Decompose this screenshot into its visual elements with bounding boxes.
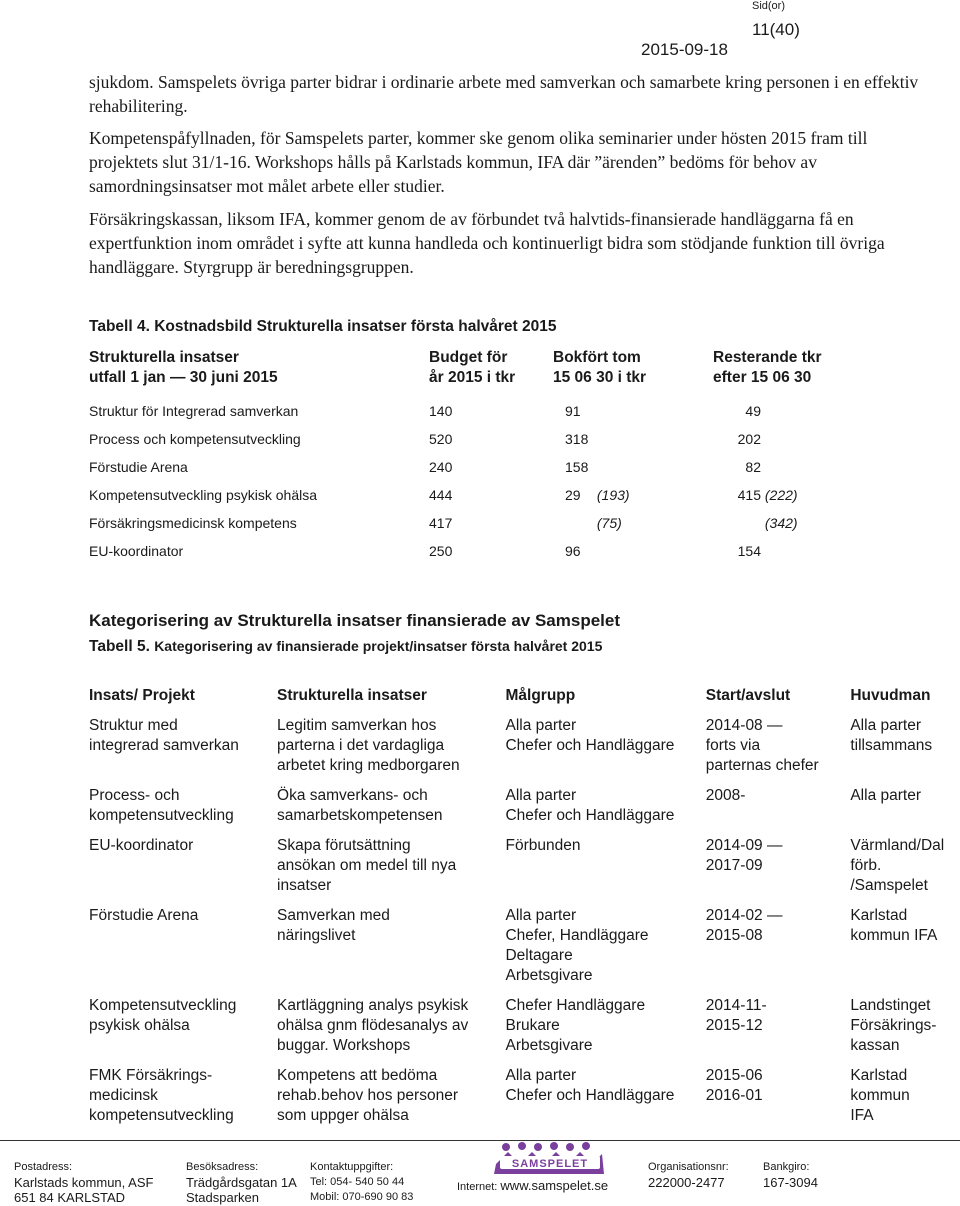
- table-header-row: [89, 686, 960, 716]
- row-rest-paren: (222): [764, 487, 798, 503]
- cell-line: Chefer och Handläggare: [505, 807, 675, 824]
- cell-line: Kompetensutveckling: [89, 997, 237, 1014]
- row-booked-paren: (75): [596, 515, 622, 531]
- cell-line: samarbetskompetensen: [277, 807, 443, 824]
- header-line: Strukturella insatser: [89, 349, 239, 366]
- row-rest-paren: (342): [764, 515, 798, 531]
- cell-line: Förstudie Arena: [89, 907, 199, 924]
- footer-bank: [763, 1160, 818, 1190]
- cell-line: Öka samverkans- och: [277, 787, 428, 804]
- cell-line: psykisk ohälsa: [89, 1017, 190, 1034]
- cell-target-group: [505, 1066, 705, 1136]
- cell-line: EU-koordinator: [89, 837, 194, 854]
- cell-line: integrerad samverkan: [89, 737, 239, 754]
- cell-start-end: [706, 836, 851, 906]
- cell-line: kommun IFA: [850, 927, 938, 944]
- header-line: Budget för: [429, 349, 508, 366]
- visit-line: Trädgårdsgatan 1A: [186, 1175, 297, 1190]
- cell-budget: [429, 458, 553, 486]
- cell-line: Alla parter: [505, 1067, 577, 1084]
- cell-line: Alla parter: [505, 907, 577, 924]
- table-row: [89, 458, 885, 486]
- contact-line: Tel: 054- 540 50 44: [310, 1176, 405, 1188]
- cell-line: Process- och: [89, 787, 180, 804]
- cell-line: ansökan om medel till nya: [277, 857, 457, 874]
- cell-project: [89, 906, 277, 996]
- cell-line: Legitim samverkan hos: [277, 717, 437, 734]
- row-booked: 158: [565, 459, 589, 475]
- cell-line: parternas chefer: [705, 757, 819, 774]
- org-label: Organisationsnr:: [648, 1161, 729, 1173]
- cell-name: [89, 430, 429, 458]
- cell-budget: [429, 402, 553, 430]
- header-cell: [89, 348, 429, 402]
- cell-line: Chefer och Handläggare: [505, 1087, 675, 1104]
- cell-budget: [429, 514, 553, 542]
- postal-line: 651 84 KARLSTAD: [14, 1190, 126, 1205]
- cell-booked: [553, 430, 713, 458]
- cell-line: ohälsa gnm flödesanalys av: [277, 1017, 469, 1034]
- cell-line: Arbetsgivare: [505, 1037, 593, 1054]
- document-date: 2015-09-18: [641, 40, 728, 59]
- footer-internet: [457, 1178, 608, 1195]
- cell-budget: [429, 542, 553, 570]
- cell-rest: [713, 430, 885, 458]
- row-rest: 154: [737, 543, 761, 559]
- row-name: Struktur för Integrerad samverkan: [89, 403, 299, 419]
- cell-principal: [850, 996, 960, 1066]
- cell-line: Kompetens att bedöma: [277, 1067, 438, 1084]
- cell-project: [89, 836, 277, 906]
- categorization-table: [89, 686, 960, 1136]
- footer-org: [648, 1160, 729, 1190]
- cell-structural: [277, 906, 505, 996]
- row-rest: 82: [745, 459, 761, 475]
- header-line: 15 06 30 i tkr: [553, 369, 647, 386]
- cell-structural: [277, 996, 505, 1066]
- header-line: utfall 1 jan — 30 juni 2015: [89, 369, 278, 386]
- cell-line: kompetensutveckling: [89, 1107, 234, 1124]
- cell-line: Chefer och Handläggare: [505, 737, 675, 754]
- row-booked: 91: [565, 403, 581, 419]
- cell-line: Värmland/Dal: [850, 837, 945, 854]
- table4-caption-text: Kostnadsbild Strukturella insatser första halvåret 2015: [154, 318, 557, 335]
- cell-line: Alla parter: [505, 787, 577, 804]
- cell-line: kompetensutveckling: [89, 807, 234, 824]
- row-name: Försäkringsmedicinsk kompetens: [89, 515, 297, 531]
- row-budget: 520: [429, 431, 453, 447]
- cell-line: 2015-06: [705, 1067, 763, 1084]
- row-booked: 29: [565, 487, 581, 503]
- row-rest: 202: [737, 431, 761, 447]
- row-rest: 49: [745, 403, 761, 419]
- cell-line: FMK Försäkrings-: [89, 1067, 213, 1084]
- cell-line: Brukare: [505, 1017, 560, 1034]
- contact-label: Kontaktuppgifter:: [310, 1161, 394, 1173]
- cell-target-group: [505, 836, 705, 906]
- table-row: [89, 1066, 960, 1136]
- row-budget: 240: [429, 459, 453, 475]
- table-row: [89, 430, 885, 458]
- cell-line: Karlstad: [850, 907, 908, 924]
- row-name: Kompetensutveckling psykisk ohälsa: [89, 487, 318, 503]
- cell-rest: [713, 514, 885, 542]
- cell-line: Arbetsgivare: [505, 967, 593, 984]
- cell-line: 2008-: [705, 787, 746, 804]
- table4-caption: [89, 318, 556, 336]
- cost-table: [89, 348, 885, 570]
- contact-line: Mobil: 070-690 90 83: [310, 1191, 414, 1203]
- table5-caption: [89, 638, 602, 656]
- cell-budget: [429, 486, 553, 514]
- table-row: [89, 514, 885, 542]
- cell-line: 2014-09 —: [705, 837, 783, 854]
- cell-line: Landstinget: [850, 997, 931, 1014]
- cell-line: kommun: [850, 1087, 910, 1104]
- cell-line: Chefer, Handläggare: [505, 927, 649, 944]
- paragraph-3: Försäkringskassan, liksom IFA, kommer genom de av förbundet två halvtids-finansierade handläggarna få en expertfunktion inom området i syfte att kunna handleda och kontinuerligt bidra som stödjande funktion till övriga handläggare. Styrgrupp är beredningsgruppen.: [89, 209, 885, 277]
- table-row: [89, 906, 960, 996]
- footer-visit: [186, 1160, 297, 1205]
- row-booked-paren: (193): [596, 487, 630, 503]
- cell-line: Struktur med: [89, 717, 178, 734]
- row-booked: 96: [565, 543, 581, 559]
- cell-start-end: [706, 906, 851, 996]
- cell-project: [89, 716, 277, 786]
- cell-project: [89, 1066, 277, 1136]
- cell-line: Samverkan med: [277, 907, 390, 924]
- cell-line: kassan: [850, 1037, 900, 1054]
- cell-line: 2014-08 —: [705, 717, 783, 734]
- row-name: Förstudie Arena: [89, 459, 188, 475]
- cell-line: Försäkrings-: [850, 1017, 937, 1034]
- header-cell: Målgrupp: [505, 687, 576, 704]
- cell-principal: [850, 716, 960, 786]
- row-budget: 417: [429, 515, 453, 531]
- table-header-row: [89, 348, 885, 402]
- cell-line: insatser: [277, 877, 332, 894]
- cell-line: 2015-12: [705, 1017, 763, 1034]
- cell-start-end: [706, 996, 851, 1066]
- cell-start-end: [706, 786, 851, 836]
- table-row: [89, 716, 960, 786]
- header-cell: [553, 348, 713, 402]
- bank-value: 167-3094: [763, 1175, 818, 1190]
- row-name: Process och kompetensutveckling: [89, 431, 301, 447]
- cell-target-group: [505, 906, 705, 996]
- header-line: år 2015 i tkr: [429, 369, 516, 386]
- cell-booked: [553, 402, 713, 430]
- cell-booked: [553, 486, 713, 514]
- cell-principal: [850, 1066, 960, 1136]
- section-heading: Kategorisering av Strukturella insatser finansierade av Samspelet: [89, 611, 620, 630]
- cell-name: [89, 486, 429, 514]
- cell-rest: [713, 486, 885, 514]
- samspelet-logo: [490, 1142, 610, 1180]
- cell-principal: [850, 906, 960, 996]
- cell-principal: [850, 836, 960, 906]
- header-line: efter 15 06 30: [713, 369, 812, 386]
- footer-contact: [310, 1160, 413, 1205]
- table5-caption-prefix: Tabell 5.: [89, 638, 150, 655]
- cell-line: IFA: [850, 1107, 874, 1124]
- cell-project: [89, 786, 277, 836]
- sid-label: Sid(or): [752, 0, 786, 12]
- cell-line: /Samspelet: [850, 877, 928, 894]
- cell-principal: [850, 786, 960, 836]
- cell-line: 2016-01: [705, 1087, 763, 1104]
- cell-line: Alla parter: [850, 787, 921, 804]
- cell-start-end: [706, 1066, 851, 1136]
- table-row: [89, 996, 960, 1066]
- table-row: [89, 402, 885, 430]
- cell-line: Förbunden: [505, 837, 581, 854]
- paragraph-2: Kompetenspåfyllnaden, för Samspelets parter, kommer ske genom olika seminarier under hösten 2015 fram till projektets slut 31/1-16. Workshops hålls på Karlstads kommun, IFA där ”ärenden” bedöms för behov av samordningsinsatser mot målet arbete eller studier.: [89, 128, 868, 196]
- cell-structural: [277, 786, 505, 836]
- logo-text: SAMSPELET: [511, 1158, 589, 1170]
- row-booked: 318: [565, 431, 589, 447]
- cell-booked: [553, 514, 713, 542]
- cell-line: 2017-09: [705, 857, 763, 874]
- cell-line: 2014-02 —: [705, 907, 783, 924]
- footer-postal: [14, 1160, 153, 1205]
- internet-label: Internet:: [457, 1181, 498, 1193]
- cell-structural: [277, 836, 505, 906]
- bank-label: Bankgiro:: [763, 1161, 810, 1173]
- page-number: 11(40): [752, 20, 800, 39]
- table4-caption-prefix: Tabell 4.: [89, 318, 150, 335]
- cell-line: Kartläggning analys psykisk: [277, 997, 469, 1014]
- cell-start-end: [706, 716, 851, 786]
- cell-line: Alla parter: [505, 717, 577, 734]
- cell-booked: [553, 542, 713, 570]
- cell-line: buggar. Workshops: [277, 1037, 411, 1054]
- cell-name: [89, 542, 429, 570]
- cell-booked: [553, 458, 713, 486]
- cell-line: medicinsk: [89, 1087, 158, 1104]
- table5-caption-text: Kategorisering av finansierade projekt/insatser första halvåret 2015: [154, 638, 603, 654]
- cell-name: [89, 402, 429, 430]
- cell-line: parterna i det vardagliga: [277, 737, 445, 754]
- table-row: [89, 542, 885, 570]
- visit-label: Besöksadress:: [186, 1161, 259, 1173]
- cell-budget: [429, 430, 553, 458]
- header-cell: Huvudman: [850, 687, 931, 704]
- cell-rest: [713, 542, 885, 570]
- header-cell: [713, 348, 885, 402]
- org-value: 222000-2477: [648, 1175, 725, 1190]
- cell-line: som uppger ohälsa: [277, 1107, 409, 1124]
- cell-line: tillsammans: [850, 737, 933, 754]
- cell-line: Skapa förutsättning: [277, 837, 411, 854]
- header-cell: Strukturella insatser: [277, 687, 427, 704]
- cell-name: [89, 458, 429, 486]
- row-budget: 250: [429, 543, 453, 559]
- cell-name: [89, 514, 429, 542]
- cell-structural: [277, 1066, 505, 1136]
- table-row: [89, 786, 960, 836]
- row-budget: 140: [429, 403, 453, 419]
- cell-target-group: [505, 786, 705, 836]
- table-row: [89, 486, 885, 514]
- header-cell: Start/avslut: [705, 687, 791, 704]
- postal-label: Postadress:: [14, 1161, 73, 1173]
- cell-line: forts via: [705, 737, 761, 754]
- cell-line: 2015-08: [705, 927, 763, 944]
- cell-line: Chefer Handläggare: [505, 997, 646, 1014]
- cell-line: rehab.behov hos personer: [277, 1087, 458, 1104]
- cell-line: Alla parter: [850, 717, 921, 734]
- header-cell: Insats/ Projekt: [89, 687, 195, 704]
- cell-target-group: [505, 996, 705, 1066]
- table-row: [89, 836, 960, 906]
- cell-line: Deltagare: [505, 947, 573, 964]
- visit-line: Stadsparken: [186, 1190, 259, 1205]
- header-cell: [429, 348, 553, 402]
- cell-line: Karlstad: [850, 1067, 908, 1084]
- header-line: Resterande tkr: [713, 349, 822, 366]
- header-line: Bokfört tom: [553, 349, 641, 366]
- paragraph-1: sjukdom. Samspelets övriga parter bidrar i ordinarie arbete med samverkan och samarbete kring personen i en effektiv rehabilitering.: [89, 72, 919, 116]
- cell-line: näringslivet: [277, 927, 356, 944]
- row-rest: 415: [737, 487, 761, 503]
- row-budget: 444: [429, 487, 453, 503]
- cell-line: 2014-11-: [705, 997, 767, 1014]
- postal-line: Karlstads kommun, ASF: [14, 1175, 154, 1190]
- website-link[interactable]: www.samspelet.se: [500, 1178, 609, 1193]
- cell-line: arbetet kring medborgaren: [277, 757, 460, 774]
- cell-rest: [713, 458, 885, 486]
- row-name: EU-koordinator: [89, 543, 184, 559]
- cell-line: förb.: [850, 857, 882, 874]
- cell-target-group: [505, 716, 705, 786]
- cell-project: [89, 996, 277, 1066]
- cell-structural: [277, 716, 505, 786]
- cell-rest: [713, 402, 885, 430]
